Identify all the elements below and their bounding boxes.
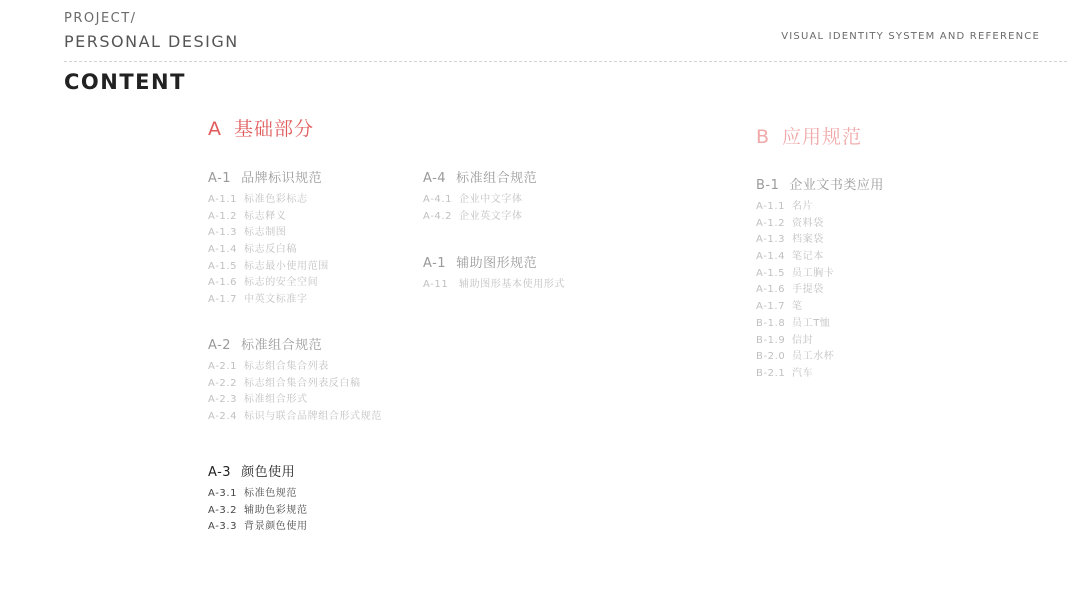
group-code: A-1 — [423, 256, 447, 271]
toc-group-a1 — [208, 170, 329, 309]
item-code: B-2.1 — [756, 367, 786, 379]
item-label: 信封 — [792, 334, 814, 346]
item-label: 中英文标准字 — [244, 294, 308, 306]
item-code: A-2.4 — [208, 411, 238, 423]
item-code: A-1.2 — [756, 217, 786, 229]
item-label: 辅助图形基本使用形式 — [459, 279, 565, 290]
toc-item[interactable] — [756, 199, 884, 216]
item-code: A-1.1 — [756, 201, 786, 212]
toc-group-title — [208, 170, 329, 187]
item-label: 员工T恤 — [792, 317, 831, 329]
item-label: 企业中文字体 — [459, 194, 523, 205]
toc-group-title — [208, 337, 382, 354]
item-code: A-3.2 — [208, 504, 238, 516]
part-b-code: B — [756, 126, 771, 148]
toc-group-a2 — [208, 337, 382, 426]
part-a-heading — [208, 114, 314, 141]
item-label: 标识与联合品牌组合形式规范 — [244, 411, 382, 423]
item-code: A-2.1 — [208, 361, 238, 372]
toc-item[interactable] — [208, 486, 308, 503]
item-label: 标志反白稿 — [244, 244, 297, 256]
project-name: PERSONAL DESIGN — [64, 32, 239, 51]
item-label: 笔 — [792, 301, 803, 313]
item-label: 标准色彩标志 — [244, 194, 308, 205]
group-code: B-1 — [756, 178, 780, 193]
toc-item[interactable] — [208, 242, 329, 259]
group-label: 颜色使用 — [241, 465, 296, 480]
item-code: A-4.1 — [423, 194, 453, 205]
item-code: A-1.4 — [756, 251, 786, 263]
item-code: A-1.3 — [756, 234, 786, 246]
item-label: 标志组合集合列表反白稿 — [244, 377, 361, 389]
toc-group-aux-graphics — [423, 255, 565, 294]
toc-group-title — [423, 170, 537, 187]
toc-group-a4 — [423, 170, 537, 225]
item-code: A-1.3 — [208, 227, 238, 239]
item-label: 名片 — [792, 201, 814, 212]
item-label: 笔记本 — [792, 251, 824, 263]
item-label: 标准组合形式 — [244, 394, 308, 406]
item-label: 标志释义 — [244, 210, 287, 222]
item-label: 背景颜色使用 — [244, 521, 308, 533]
item-code: A-2.2 — [208, 377, 238, 389]
toc-item[interactable] — [208, 376, 382, 393]
group-code: A-2 — [208, 338, 232, 353]
toc-item[interactable] — [756, 249, 884, 266]
toc-item[interactable] — [756, 216, 884, 233]
toc-item[interactable] — [208, 259, 329, 276]
item-label: 员工水杯 — [792, 351, 835, 363]
document-subtitle: VISUAL IDENTITY SYSTEM AND REFERENCE — [781, 31, 1040, 42]
toc-item[interactable] — [756, 333, 884, 350]
group-label: 辅助图形规范 — [456, 256, 538, 271]
project-label: PROJECT/ — [64, 11, 137, 26]
item-code: A-1.2 — [208, 210, 238, 222]
group-label: 品牌标识规范 — [241, 171, 323, 186]
toc-item[interactable] — [208, 275, 329, 292]
toc-item[interactable] — [208, 225, 329, 242]
item-code: A-1.4 — [208, 244, 238, 256]
toc-group-title — [756, 177, 884, 194]
item-code: A-1.1 — [208, 194, 238, 205]
toc-item[interactable] — [208, 519, 308, 536]
toc-item[interactable] — [756, 266, 884, 283]
toc-item[interactable] — [208, 392, 382, 409]
item-code: A-3.1 — [208, 488, 238, 499]
item-code: B-1.9 — [756, 334, 786, 346]
toc-item[interactable] — [756, 282, 884, 299]
item-label: 资料袋 — [792, 217, 824, 229]
group-code: A-1 — [208, 171, 232, 186]
item-label: 手提袋 — [792, 284, 824, 296]
header-divider — [64, 61, 1067, 62]
toc-item[interactable] — [756, 232, 884, 249]
toc-item[interactable] — [756, 299, 884, 316]
toc-group-a3 — [208, 464, 308, 536]
toc-item[interactable] — [208, 359, 382, 376]
group-label: 标准组合规范 — [456, 171, 538, 186]
toc-item[interactable] — [423, 277, 565, 294]
toc-item[interactable] — [208, 292, 329, 309]
item-label: 标志的安全空间 — [244, 277, 319, 289]
part-b-title: 应用规范 — [782, 126, 863, 148]
toc-item[interactable] — [208, 503, 308, 520]
toc-item[interactable] — [208, 192, 329, 209]
item-code: B-1.8 — [756, 317, 786, 329]
item-label: 汽车 — [792, 367, 814, 379]
part-a-title: 基础部分 — [234, 118, 315, 140]
item-label: 标志制图 — [244, 227, 287, 239]
toc-group-title — [423, 255, 565, 272]
item-code: A-1.6 — [756, 284, 786, 296]
item-label: 企业英文字体 — [459, 210, 523, 222]
item-label: 标准色规范 — [244, 488, 297, 499]
toc-group-b1 — [756, 177, 884, 383]
item-code: A-1.5 — [756, 267, 786, 279]
item-code: A-2.3 — [208, 394, 238, 406]
group-code: A-3 — [208, 465, 232, 480]
toc-item[interactable] — [756, 316, 884, 333]
part-a-code: A — [208, 118, 222, 140]
item-code: A-1.7 — [208, 294, 238, 306]
item-label: 标志组合集合列表 — [244, 361, 329, 372]
toc-item[interactable] — [756, 349, 884, 366]
group-code: A-4 — [423, 171, 447, 186]
item-label: 标志最小使用范围 — [244, 260, 329, 272]
toc-item[interactable] — [423, 192, 537, 209]
toc-item[interactable] — [756, 366, 884, 383]
item-code: A-1.7 — [756, 301, 786, 313]
page-title: CONTENT — [64, 70, 186, 94]
group-label: 标准组合规范 — [241, 338, 323, 353]
toc-item[interactable] — [208, 409, 382, 426]
item-code: B-2.0 — [756, 351, 786, 363]
group-label: 企业文书类应用 — [789, 178, 884, 193]
item-code: A-4.2 — [423, 210, 453, 222]
item-label: 员工胸卡 — [792, 267, 835, 279]
item-code: A-1.5 — [208, 260, 238, 272]
item-code: A-1.6 — [208, 277, 238, 289]
item-code: A-3.3 — [208, 521, 238, 533]
item-code: A-11 — [423, 279, 449, 290]
item-label: 辅助色彩规范 — [244, 504, 308, 516]
toc-item[interactable] — [423, 209, 537, 226]
toc-group-title — [208, 464, 308, 481]
part-b-heading — [756, 122, 862, 149]
item-label: 档案袋 — [792, 234, 824, 246]
toc-item[interactable] — [208, 209, 329, 226]
